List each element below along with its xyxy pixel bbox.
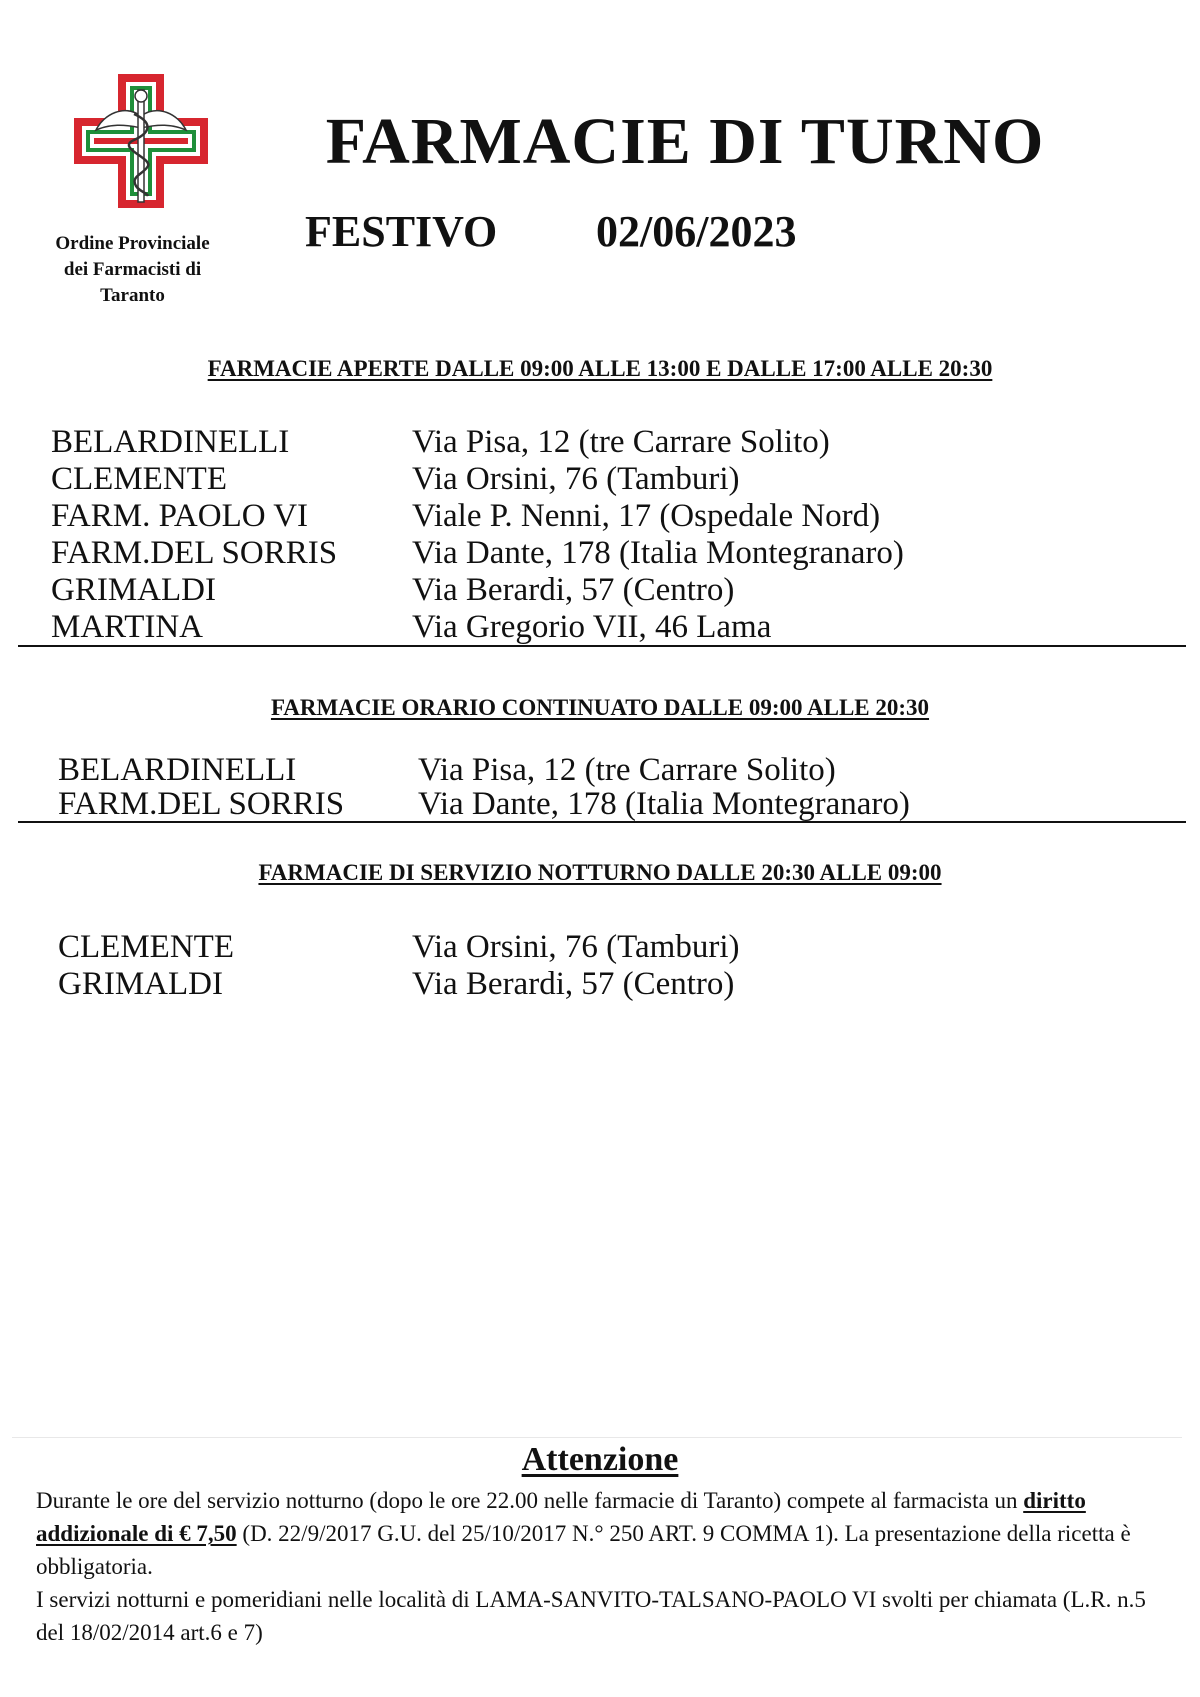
- section-heading: [0, 354, 1200, 384]
- section-divider: [18, 821, 1186, 823]
- pharmacy-row: [0, 966, 1200, 1003]
- pharmacy-address: Via Berardi, 57 (Centro): [412, 966, 735, 1002]
- pharmacy-address: Via Pisa, 12 (tre Carrare Solito): [412, 424, 830, 460]
- rota-date: 02/06/2023: [596, 207, 797, 256]
- pharmacy-name: BELARDINELLI: [58, 752, 297, 788]
- pharmacy-name: CLEMENTE: [51, 461, 227, 497]
- pharmacy-address: Via Dante, 178 (Italia Montegranaro): [412, 535, 904, 571]
- pharmacy-address: Viale P. Nenni, 17 (Ospedale Nord): [412, 498, 881, 534]
- pharmacy-row: [0, 609, 1200, 646]
- pharmacy-address: Via Berardi, 57 (Centro): [412, 572, 735, 608]
- pharmacy-row: [0, 461, 1200, 498]
- notice-paragraph: I servizi notturni e pomeridiani nelle località di LAMA-SANVITO-TALSANO-PAOLO VI svolti per chiamata (L.R. n.5 del 18/02/2014 art.6 e 7): [36, 1587, 1146, 1645]
- pharmacy-name: MARTINA: [51, 609, 204, 645]
- pharmacy-row: [0, 929, 1200, 966]
- notice-title-text: Attenzione: [521, 1441, 679, 1478]
- pharmacy-row: [0, 498, 1200, 535]
- organization-name: [20, 231, 245, 309]
- pharmacy-address: Via Pisa, 12 (tre Carrare Solito): [418, 752, 836, 788]
- pharmacy-address: Via Orsini, 76 (Tamburi): [412, 929, 740, 965]
- pharmacy-name: CLEMENTE: [58, 929, 234, 965]
- pharmacy-row: [0, 752, 1200, 789]
- organization-line: dei Farmacisti di: [63, 259, 202, 280]
- pharmacy-name: FARM.DEL SORRIS: [51, 535, 338, 571]
- pharmacy-cross-logo: [74, 74, 208, 208]
- pharmacy-address: Via Gregorio VII, 46 Lama: [412, 609, 772, 645]
- section-heading-text: FARMACIE ORARIO CONTINUATO DALLE 09:00 ALLE 20:30: [270, 695, 930, 720]
- pharmacy-row: [0, 424, 1200, 461]
- pharmacy-address: Via Orsini, 76 (Tamburi): [412, 461, 740, 497]
- pharmacy-name: FARM. PAOLO VI: [51, 498, 309, 534]
- section-heading-text: FARMACIE APERTE DALLE 09:00 ALLE 13:00 E DALLE 17:00 ALLE 20:30: [207, 356, 993, 381]
- organization-line: Taranto: [100, 285, 165, 306]
- pharmacy-address: Via Dante, 178 (Italia Montegranaro): [418, 786, 910, 822]
- notice-title: [0, 1440, 1200, 1480]
- pharmacy-name: FARM.DEL SORRIS: [58, 786, 345, 822]
- pharmacy-row: [0, 572, 1200, 609]
- section-heading: [0, 858, 1200, 888]
- notice-text: Durante le ore del servizio notturno (dopo le ore 22.00 nelle farmacie di Taranto) compete al farmacista un: [36, 1488, 1024, 1513]
- section-heading-text: FARMACIE DI SERVIZIO NOTTURNO DALLE 20:30 ALLE 09:00: [258, 860, 942, 885]
- pharmacy-row: [0, 535, 1200, 572]
- notice-text: (D. 22/9/2017 G.U. del 25/10/2017 N.° 250 ART. 9 COMMA 1). La presentazione della ricetta è obbligatoria.: [36, 1521, 1131, 1579]
- section-heading: [0, 693, 1200, 723]
- page-title: FARMACIE DI TURNO: [325, 105, 1045, 178]
- surcharge-amount: diritto addizionale di € 7,50: [36, 1488, 1086, 1546]
- pharmacy-name: GRIMALDI: [58, 966, 223, 1002]
- day-type: FESTIVO: [305, 207, 498, 256]
- section-divider: [18, 645, 1186, 647]
- notice-body: [36, 1484, 1176, 1649]
- organization-line: Ordine Provinciale: [55, 233, 210, 254]
- footer-divider: [12, 1437, 1182, 1438]
- pharmacy-name: BELARDINELLI: [51, 424, 290, 460]
- notice-paragraph: [36, 1484, 1176, 1583]
- pharmacy-row: [0, 786, 1200, 823]
- pharmacy-name: GRIMALDI: [51, 572, 216, 608]
